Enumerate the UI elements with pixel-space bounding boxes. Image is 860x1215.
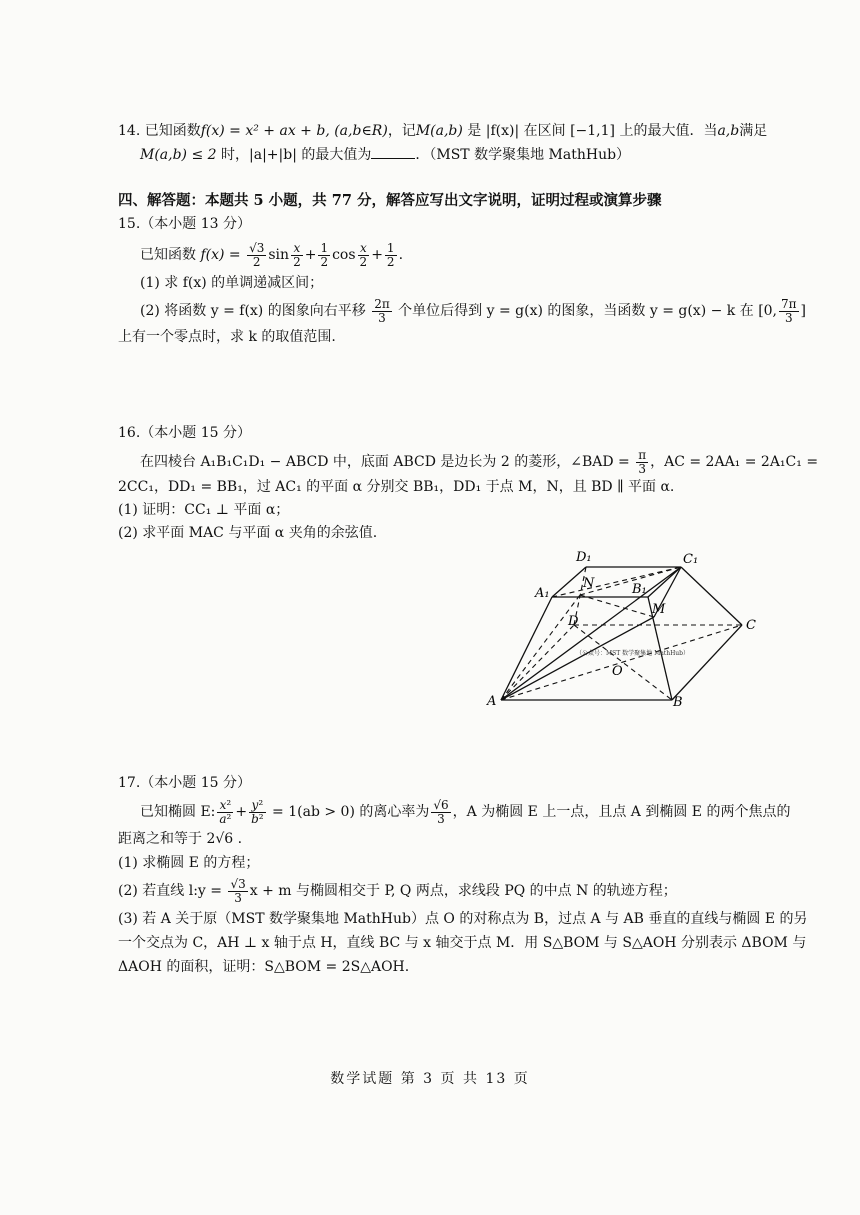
q17-line-1: 已知椭圆 E: $\frac{\text{x²}}{\text{a²}}$ + $\frac{\text{y²}}{\text{b²}}$ = 1(ab > 0) 的离心率为 $\frac{√6}{3}$ ，A 为椭圆 E 上一点，且点 A 到椭圆 E 的两个焦点的 <box>140 797 791 826</box>
q17-part-3-line-3: ΔAOH 的面积，证明：S△BOM = 2S△AOH. <box>118 959 410 975</box>
q15-frac-x-over-2: $\frac{x}{2}$ <box>293 240 301 269</box>
q17-part-3-line-1: (3) 若 A 关于原（MST 数学聚集地 MathHub）点 O 的对称点为 B，过点 A 与 AB 垂直的直线与椭圆 E 的另 <box>118 911 808 927</box>
segment-AN-hidden <box>501 595 580 700</box>
q15-part-2 <box>140 296 806 326</box>
q14-text: 时，|a|+|b| 的最大值为 <box>216 147 372 163</box>
q15-frac-sqrt3-over-2: $\frac{√3}{2}$ <box>249 240 265 269</box>
q17-line-2: 距离之和等于 2√6 . <box>118 831 243 847</box>
q17-ecc-fraction: $\frac{√6}{3}$ <box>433 797 449 826</box>
q15-part-2-cont: 上有一个零点时，求 k 的取值范围. <box>118 329 336 345</box>
q15-header: 15.（本小题 13 分） <box>118 216 251 232</box>
q14-line-2 <box>140 144 630 166</box>
q16-line-1 <box>140 448 818 476</box>
label-B: B <box>673 695 683 710</box>
q14-M: M(a,b) <box>415 123 463 139</box>
edge-B1C1 <box>648 567 681 597</box>
q16-part-1: (1) 证明：CC₁ ⊥ 平面 α； <box>118 502 290 518</box>
q15-intro-tail: . <box>398 247 404 263</box>
q17-slope-fraction: $\frac{√3}{3}$ <box>230 876 246 905</box>
q17-eq-tail: = 1(ab > 0) 的离心率为 <box>267 804 430 820</box>
edge-BC <box>672 625 742 700</box>
q17-frac-y2-b2: $\frac{\text{y²}}{\text{b²}}$ <box>251 797 264 826</box>
segment-AM <box>501 617 654 700</box>
q17-frac-x2-a2: $\frac{\text{x²}}{\text{a²}}$ <box>219 797 232 826</box>
q15-interval-fraction: $\frac{7\pi}{3}$ <box>781 296 797 325</box>
q15-part2-a: (2) 将函数 y = f(x) 的图象向右平移 <box>140 303 366 319</box>
diagonal-AC-hidden <box>501 625 742 700</box>
figure-watermark: （公众号：MST 数学聚集地 MathHub） <box>576 650 690 657</box>
q17-part2-b: x + m 与椭圆相交于 P, Q 两点，求线段 PQ 的中点 N 的轨迹方程； <box>249 883 677 899</box>
label-C1: C₁ <box>683 552 699 567</box>
q14-function: f(x) = x² + ax + b, (a,b∈R) <box>200 123 388 139</box>
edge-AA1 <box>501 597 552 700</box>
edge-D1A1 <box>552 567 586 597</box>
q16-line-2: 2CC₁，DD₁ = BB₁，过 AC₁ 的平面 α 分别交 BB₁，DD₁ 于点 M，N，且 BD ∥ 平面 α. <box>118 479 675 495</box>
q14-prefix: 14. 已知函数 <box>118 123 201 139</box>
label-A1: A₁ <box>535 586 550 601</box>
q16-header: 16.（本小题 15 分） <box>118 425 251 441</box>
q16-frustum-figure <box>480 545 770 715</box>
q17-line1-b: ，A 为椭圆 E 上一点，且点 A 到椭圆 E 的两个焦点的 <box>452 804 791 820</box>
label-M: M <box>652 602 666 617</box>
label-D: D <box>568 614 579 629</box>
q17-part-3-line-2: 一个交点为 C，AH ⊥ x 轴于点 H，直线 BC 与 x 轴交于点 M．用 S△BOM 与 S△AOH 分别表示 ΔBOM 与 <box>118 935 807 951</box>
q14-after: 是 |f(x)| 在区间 [−1,1] 上的最大值．当 <box>462 123 718 139</box>
q15-frac-half-b: $\frac{1}{2}$ <box>386 240 395 269</box>
q17-part2-a: (2) 若直线 l:y = <box>118 883 227 899</box>
q15-frac-x-over-2-b: $\frac{x}{2}$ <box>359 240 368 269</box>
label-A: A <box>487 694 497 709</box>
q15-interval-right: ] <box>800 303 807 319</box>
label-D1: D₁ <box>576 550 592 565</box>
q16-line1-tail: ，AC = 2AA₁ = 2A₁C₁ = <box>650 454 819 470</box>
q17-header: 17.（本小题 15 分） <box>118 775 251 791</box>
q14-tail: ．（MST 数学聚集地 MathHub） <box>415 147 631 163</box>
q14-mid: ，记 <box>387 123 416 139</box>
q14-end: 满足 <box>739 123 768 139</box>
q15-part-1: (1) 求 f(x) 的单调递减区间； <box>140 275 324 291</box>
page-footer: 数学试题 第 3 页 共 13 页 <box>330 1071 530 1087</box>
label-O: O <box>612 664 623 679</box>
q15-function-lhs: f(x) = <box>200 247 246 263</box>
q14-line-1 <box>118 120 767 142</box>
q17-part-2 <box>118 876 677 906</box>
q15-shift-fraction: $\frac{2\pi}{3}$ <box>374 296 390 325</box>
q15-intro-prefix: 已知函数 <box>140 247 196 263</box>
q15-interval-left: [0, <box>758 303 778 319</box>
q15-part2-b: 个单位后得到 y = g(x) 的图象，当函数 y = g(x) − k 在 <box>398 303 754 319</box>
q15-intro: 已知函数 f(x) = $\frac{√3}{2}$ sin $\frac{x}{2}$ + $\frac{1}{2}$ cos $\frac{x}{2}$ + $\frac{1}{2}$ . <box>140 240 404 269</box>
q16-line1-text: 在四棱台 A₁B₁C₁D₁ − ABCD 中，底面 ABCD 是边长为 2 的菱形，∠BAD = <box>140 454 635 470</box>
section-4-title: 四、解答题：本题共 5 小题，共 77 分，解答应写出文字说明，证明过程或演算步骤 <box>118 192 662 209</box>
edge-CC1 <box>681 567 742 625</box>
q14-ab: a,b <box>717 123 740 139</box>
q14-condition: M(a,b) ≤ 2 <box>140 147 217 163</box>
label-N: N <box>583 576 595 591</box>
q16-part-2: (2) 求平面 MAC 与平面 α 夹角的余弦值. <box>118 525 378 541</box>
q14-answer-blank[interactable] <box>371 144 415 159</box>
label-B1: B₁ <box>632 582 647 597</box>
q17-part-1: (1) 求椭圆 E 的方程； <box>118 855 260 871</box>
label-C: C <box>746 618 756 633</box>
q16-angle-fraction: $\frac{\pi}{3}$ <box>638 447 647 476</box>
q15-frac-half: $\frac{1}{2}$ <box>320 240 329 269</box>
q17-line1-a: 已知椭圆 E: <box>140 804 216 820</box>
